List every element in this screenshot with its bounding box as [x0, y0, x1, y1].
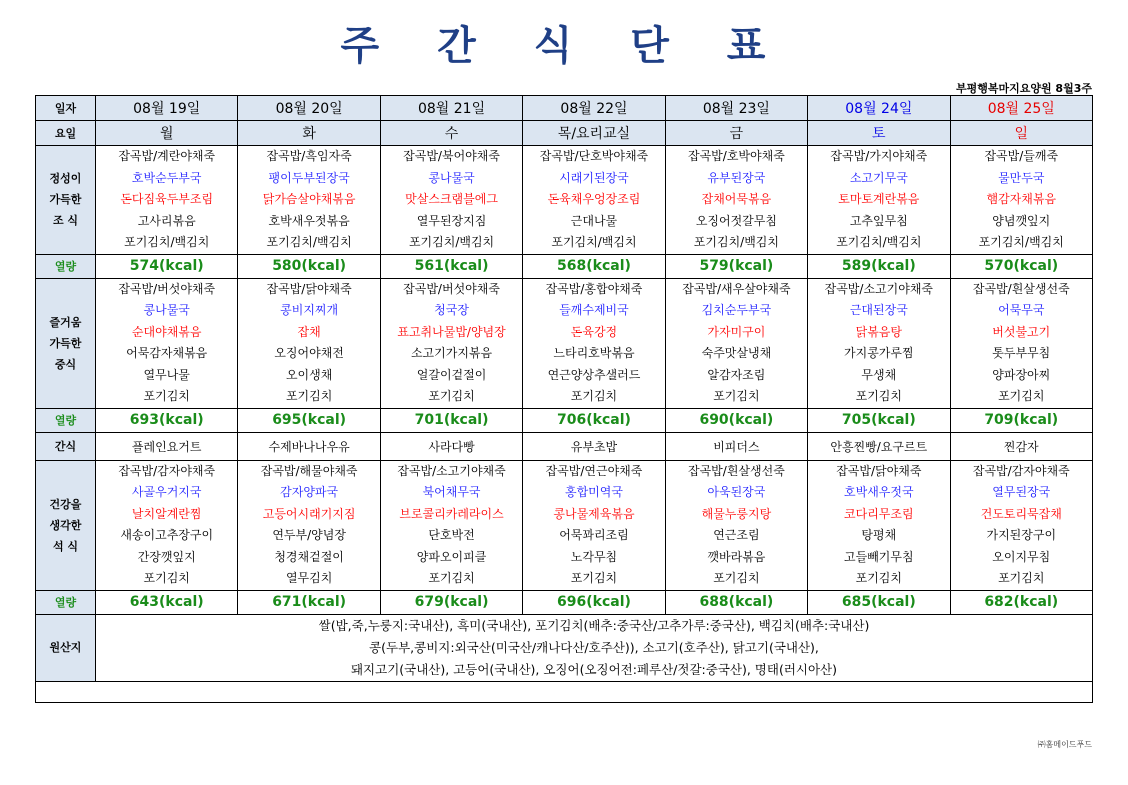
menu-item: 얼갈이겉절이: [416, 367, 487, 382]
date-cell: 08월 22일: [523, 96, 665, 121]
menu-item: 어묵꽈리조림: [559, 528, 629, 542]
menu-item: 느타리호박볶음: [553, 346, 635, 360]
breakfast-cell: [950, 146, 1092, 255]
menu-item: 숙주맛살냉채: [701, 346, 772, 360]
menu-item: 잡곡밥/새우살야채죽: [682, 281, 791, 296]
menu-item: 햄감자채볶음: [986, 192, 1057, 206]
menu-item: 잡곡밥/가지야채죽: [830, 149, 928, 163]
menu-item: 열무김치: [285, 571, 333, 585]
menu-item: 포기김치/백김치: [124, 235, 210, 249]
menu-item: 노각무침: [570, 549, 618, 564]
menu-item: 김치순두부국: [701, 303, 772, 317]
menu-item: 브로콜리카레라이스: [399, 506, 504, 521]
breakfast-row: [36, 146, 1093, 255]
kcal-value: 579(kcal): [665, 254, 807, 278]
snack-cell: 안흥찐빵/요구르트: [808, 432, 950, 460]
menu-item: 토마토계란볶음: [838, 192, 920, 206]
menu-item: 콩나물국: [143, 303, 190, 317]
breakfast-label-line: 가득한: [49, 193, 82, 207]
menu-item: 근대된장국: [849, 303, 908, 317]
kcal-value: 701(kcal): [380, 408, 522, 432]
menu-item: 호박순두부국: [131, 170, 202, 185]
menu-item: 고사리볶음: [137, 213, 196, 228]
dinner-cell: [665, 460, 807, 590]
menu-item: 소고기가지볶음: [410, 346, 493, 360]
menu-item: 잡곡밥/들깨죽: [984, 149, 1059, 163]
menu-item: 연두부/양념장: [272, 528, 346, 542]
dinner-cell: [523, 460, 665, 590]
menu-item: 포기김치: [713, 571, 760, 585]
snack-cell: 플레인요거트: [96, 432, 238, 460]
menu-item: 포기김치: [998, 389, 1045, 403]
menu-item: 표고취나물밥/양념장: [397, 324, 506, 339]
breakfast-cell: [523, 146, 665, 255]
menu-item: 잡곡밥/버섯야채죽: [403, 281, 500, 296]
menu-item: 어묵감자채볶음: [126, 346, 208, 360]
menu-item: 잡곡밥/흑임자죽: [266, 149, 352, 163]
menu-item: 탕평채: [861, 528, 897, 542]
kcal-value: 695(kcal): [238, 408, 380, 432]
menu-item: 맛살스크램블에그: [405, 192, 498, 206]
menu-item: 닭가슴살야채볶음: [262, 192, 356, 206]
breakfast-cell: [665, 146, 807, 255]
menu-item: 포기김치: [428, 571, 475, 585]
dinner-cell: [950, 460, 1092, 590]
menu-item: 양념깻잎지: [992, 213, 1051, 228]
menu-item: 잡곡밥/감자야채죽: [972, 463, 1070, 478]
weekly-menu-table: [35, 95, 1093, 703]
lunch-cell: [950, 278, 1092, 408]
dinner-cell: [238, 460, 380, 590]
breakfast-cell: [238, 146, 380, 255]
menu-item: 고추잎무침: [849, 213, 908, 228]
origin-info: [96, 614, 1093, 681]
menu-item: 감자양파국: [280, 485, 339, 499]
menu-item: 가지콩가루찜: [844, 346, 914, 360]
kcal-value: 679(kcal): [380, 590, 522, 614]
weekday-row: [36, 121, 1093, 146]
menu-item: 아욱된장국: [707, 485, 766, 499]
menu-item: 간장깻잎지: [137, 549, 196, 564]
dinner-label-line: 생각한: [49, 518, 82, 532]
menu-item: 돈육채우엉장조림: [547, 192, 641, 206]
origin-row: [36, 614, 1093, 681]
menu-item: 고들빼기무침: [844, 549, 914, 564]
lunch-cell: [238, 278, 380, 408]
menu-item: 물만두국: [998, 170, 1045, 185]
date-cell: 08월 23일: [665, 96, 807, 121]
menu-item: 근대나물: [570, 213, 618, 228]
menu-item: 청국장: [434, 303, 469, 317]
menu-item: 포기김치/백김치: [266, 235, 352, 249]
kcal-value: 682(kcal): [950, 590, 1092, 614]
menu-item: 잡곡밥/소고기야채죽: [397, 463, 506, 478]
menu-item: 잡곡밥/해물야채죽: [260, 463, 358, 478]
menu-item: 소고기무국: [849, 170, 908, 185]
menu-item: 잡곡밥/소고기야채죽: [824, 281, 933, 296]
menu-item: 잡곡밥/버섯야채죽: [118, 281, 216, 296]
menu-item: 버섯불고기: [992, 324, 1051, 339]
snack-cell: 유부초밥: [523, 432, 665, 460]
kcal-value: 706(kcal): [523, 408, 665, 432]
menu-item: 콩나물제육볶음: [553, 506, 635, 521]
breakfast-label-line: 조 식: [52, 214, 79, 228]
snack-cell: 찐감자: [950, 432, 1092, 460]
menu-item: 잡곡밥/북어야채죽: [403, 149, 500, 163]
snack-label: 간식: [36, 432, 96, 460]
menu-item: 포기김치: [855, 571, 902, 585]
breakfast-cell: [380, 146, 522, 255]
menu-item: 사골우거지국: [131, 485, 202, 499]
weekday-cell: 목/요리교실: [523, 121, 665, 146]
menu-item: 홍합미역국: [564, 485, 623, 499]
weekday-cell: 화: [238, 121, 380, 146]
kcal-value: 589(kcal): [808, 254, 950, 278]
breakfast-label-line: 정성이: [49, 172, 82, 186]
menu-item: 양파장아찌: [992, 367, 1051, 382]
weekday-cell: 일: [950, 121, 1092, 146]
kcal-value: 570(kcal): [950, 254, 1092, 278]
menu-item: 돈육강정: [570, 324, 618, 339]
menu-item: 들깨수제비국: [559, 303, 629, 317]
menu-item: 호박새우젓볶음: [268, 213, 350, 228]
weekday-cell: 금: [665, 121, 807, 146]
menu-item: 잡곡밥/계란야채죽: [118, 149, 216, 163]
dinner-cell: [96, 460, 238, 590]
menu-item: 잡곡밥/흰살생선죽: [688, 463, 785, 478]
menu-item: 오이생채: [285, 367, 333, 382]
breakfast-cell: [808, 146, 950, 255]
menu-item: 포기김치/백김치: [408, 235, 495, 249]
menu-item: 포기김치: [713, 389, 760, 403]
menu-item: 연근양상추샐러드: [547, 367, 641, 382]
menu-item: 콩비지찌개: [280, 303, 339, 317]
menu-item: 포기김치/백김치: [978, 235, 1064, 249]
lunch-cell: [96, 278, 238, 408]
kcal-label: 열량: [36, 408, 96, 432]
menu-item: 오징어야채전: [274, 346, 344, 360]
menu-item: 순대야채볶음: [131, 324, 202, 339]
menu-item: 새송이고추장구이: [120, 528, 214, 542]
menu-item: 오징어젓갈무침: [695, 213, 777, 228]
kcal-value: 696(kcal): [523, 590, 665, 614]
dinner-cell: [380, 460, 522, 590]
menu-item: 잡곡밥/호박야채죽: [688, 149, 785, 163]
menu-item: 가지된장구이: [986, 528, 1057, 542]
dinner-label-line: 석 식: [52, 539, 79, 553]
lunch-label-line: 가득한: [49, 336, 82, 350]
kcal-value: 643(kcal): [96, 590, 238, 614]
date-cell: 08월 19일: [96, 96, 238, 121]
menu-item: 단호박전: [428, 528, 475, 542]
facility-week-label: 부평행복마지요양원 8월3주: [955, 82, 1092, 95]
menu-item: 포기김치/백김치: [693, 235, 779, 249]
kcal-label: 열량: [36, 590, 96, 614]
snack-cell: 사라다빵: [380, 432, 522, 460]
menu-item: 잡채어묵볶음: [701, 192, 772, 206]
footer-row: [36, 681, 1093, 702]
lunch-cell: [380, 278, 522, 408]
menu-item: 북어채무국: [422, 485, 481, 499]
lunch-cell: [523, 278, 665, 408]
page-title: 주 간 식 단 표: [340, 23, 788, 69]
snack-cell: 수제바나나우유: [238, 432, 380, 460]
kcal-value: 685(kcal): [808, 590, 950, 614]
kcal-value: 688(kcal): [665, 590, 807, 614]
origin-label: 원산지: [36, 614, 96, 681]
weekday-label: 요일: [36, 121, 96, 146]
menu-item: 날치알계란찜: [131, 506, 202, 521]
menu-item: 닭볶음탕: [855, 324, 902, 339]
menu-item: 열무된장국: [992, 485, 1051, 499]
kcal-value: 690(kcal): [665, 408, 807, 432]
date-cell: 08월 21일: [380, 96, 522, 121]
menu-item: 호박새우젓국: [844, 485, 914, 499]
lunch-row: [36, 278, 1093, 408]
date-cell: 08월 24일: [808, 96, 950, 121]
menu-item: 연근조림: [713, 528, 760, 542]
menu-item: 열무된장지짐: [416, 213, 487, 228]
origin-line: 돼지고기(국내산), 고등어(국내산), 오징어(오징어전:페루산/젓갈:중국산), 명태(러시아산): [350, 661, 838, 677]
lunch-cell: [665, 278, 807, 408]
menu-item: 포기김치: [570, 571, 618, 585]
lunch-label-line: 중식: [54, 357, 77, 371]
date-cell: 08월 20일: [238, 96, 380, 121]
menu-item: 포기김치: [570, 389, 618, 403]
menu-item: 잡곡밥/연근야채죽: [545, 463, 643, 478]
origin-line: 쌀(밥,죽,누룽지:국내산), 흑미(국내산), 포기김치(배추:중국산/고추가루:중국산), 백김치(배추:국내산): [318, 617, 870, 633]
menu-item: 포기김치: [998, 571, 1045, 585]
date-row: [36, 96, 1093, 121]
menu-item: 고등어시래기지짐: [262, 506, 356, 521]
menu-item: 잡곡밥/흰살생선죽: [972, 281, 1070, 296]
brand-label: ㈜홈메이드푸드: [1037, 740, 1092, 749]
lunch-label-line: 즐거움: [49, 315, 82, 329]
menu-item: 포기김치/백김치: [836, 235, 922, 249]
origin-line: 콩(두부,콩비지:외국산(미국산/캐나다산/호주산)), 소고기(호주산), 닭고기(국내산),: [369, 639, 819, 655]
menu-item: 가자미구이: [707, 324, 766, 339]
menu-item: 해물누룽지탕: [701, 506, 772, 521]
menu-item: 잡곡밥/홍합야채죽: [545, 281, 643, 296]
weekday-cell: 월: [96, 121, 238, 146]
menu-item: 열무나물: [143, 367, 190, 382]
menu-item: 잡채: [297, 324, 321, 339]
menu-item: 깻바라볶음: [707, 549, 766, 564]
menu-item: 포기김치: [285, 389, 333, 403]
menu-item: 팽이두부된장국: [268, 170, 350, 185]
menu-item: 잡곡밥/닭야채죽: [836, 463, 922, 478]
menu-item: 오이지무침: [992, 549, 1051, 564]
menu-item: 유부된장국: [707, 170, 766, 185]
menu-item: 청경채겉절이: [274, 549, 344, 564]
menu-item: 알감자조림: [707, 367, 766, 382]
kcal-value: 568(kcal): [523, 254, 665, 278]
menu-item: 돈다짐육두부조림: [120, 192, 214, 206]
weekday-cell: 토: [808, 121, 950, 146]
lunch-kcal-row: [36, 408, 1093, 432]
lunch-cell: [808, 278, 950, 408]
dinner-label: [36, 460, 96, 590]
kcal-value: 574(kcal): [96, 254, 238, 278]
dinner-kcal-row: [36, 590, 1093, 614]
menu-item: 잡곡밥/단호박야채죽: [539, 149, 649, 163]
date-cell: 08월 25일: [950, 96, 1092, 121]
menu-item: 무생채: [861, 367, 897, 382]
breakfast-kcal-row: [36, 254, 1093, 278]
breakfast-cell: [96, 146, 238, 255]
menu-item: 콩나물국: [428, 170, 475, 185]
menu-item: 포기김치: [143, 389, 190, 403]
menu-item: 어묵무국: [998, 303, 1045, 317]
kcal-label: 열량: [36, 254, 96, 278]
dinner-row: [36, 460, 1093, 590]
footer-cell: [36, 681, 1093, 702]
weekday-cell: 수: [380, 121, 522, 146]
menu-item: 포기김치: [143, 571, 190, 585]
menu-item: 잡곡밥/닭야채죽: [266, 281, 352, 296]
snack-row: [36, 432, 1093, 460]
menu-item: 포기김치: [855, 389, 902, 403]
menu-item: 포기김치/백김치: [551, 235, 637, 249]
menu-item: 포기김치: [428, 389, 475, 403]
kcal-value: 561(kcal): [380, 254, 522, 278]
kcal-value: 693(kcal): [96, 408, 238, 432]
date-label: 일자: [36, 96, 96, 121]
kcal-value: 705(kcal): [808, 408, 950, 432]
snack-cell: 비피더스: [665, 432, 807, 460]
kcal-value: 580(kcal): [238, 254, 380, 278]
dinner-label-line: 건강을: [49, 497, 82, 511]
breakfast-label: [36, 146, 96, 255]
kcal-value: 671(kcal): [238, 590, 380, 614]
menu-item: 톳두부무침: [992, 346, 1051, 360]
dinner-cell: [808, 460, 950, 590]
menu-item: 건도토리묵잡채: [980, 506, 1062, 521]
lunch-label: [36, 278, 96, 408]
kcal-value: 709(kcal): [950, 408, 1092, 432]
menu-item: 양파오이피클: [416, 549, 487, 564]
menu-item: 시래기된장국: [559, 170, 629, 185]
menu-item: 잡곡밥/감자야채죽: [118, 463, 216, 478]
menu-item: 코다리무조림: [844, 506, 914, 521]
